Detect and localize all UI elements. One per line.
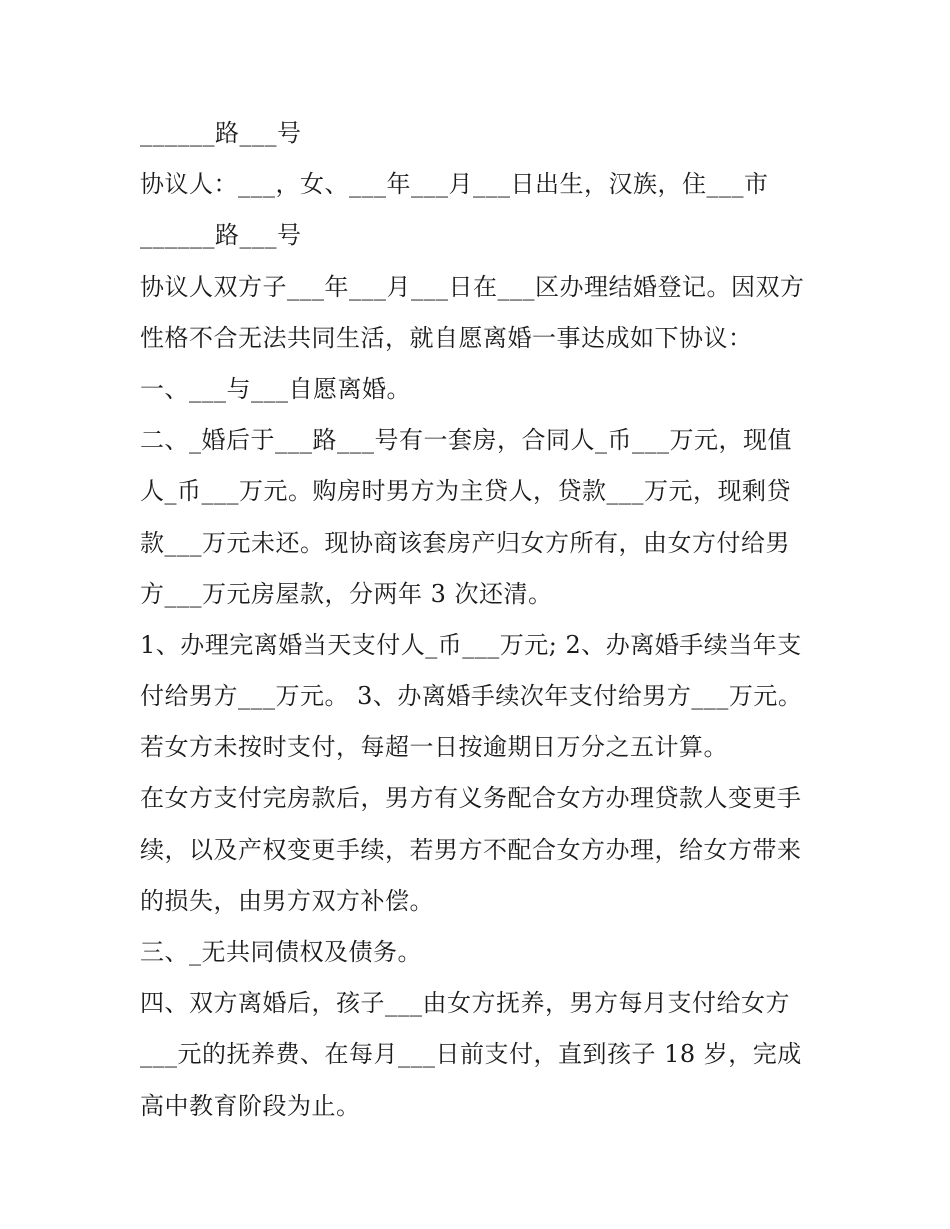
text-line: 的损失，由男方双方补偿。 xyxy=(140,886,434,915)
text-line: 款___万元未还。现协商该套房产归女方所有，由女方付给男 xyxy=(140,528,790,557)
text-line: 续，以及产权变更手续，若男方不配合女方办理，给女方带来 xyxy=(140,835,802,864)
text-line: 在女方支付完房款后，男方有义务配合女方办理贷款人变更手 xyxy=(140,784,802,813)
agreement-text xyxy=(140,108,820,1132)
text-line: 付给男方___万元。 3、办离婚手续次年支付给男方___万元。 xyxy=(140,682,803,711)
text-line: 协议人：___，女、___年___月___日出生，汉族，住___市 xyxy=(140,170,769,199)
text-line: ______路___号 xyxy=(140,119,302,147)
text-line: 二、_婚后于___路___号有一套房，合同人_币___万元，现值 xyxy=(140,426,792,455)
text-line: 三、_无共同债权及债务。 xyxy=(140,938,422,966)
text-line: 高中教育阶段为止。 xyxy=(140,1091,361,1120)
text-line: 性格不合无法共同生活，就自愿离婚一事达成如下协议： xyxy=(140,323,753,352)
text-line: 一、___与___自愿离婚。 xyxy=(140,374,411,403)
text-line: 四、双方离婚后，孩子___由女方抚养，男方每月支付给女方 xyxy=(140,989,790,1018)
text-line: ___元的抚养费、在每月___日前支付，直到孩子 18 岁，完成 xyxy=(140,1040,802,1069)
text-line: 方___万元房屋款，分两年 3 次还清。 xyxy=(140,579,553,608)
text-line: 若女方未按时支付，每超一日按逾期日万分之五计算。 xyxy=(140,733,728,762)
text-line: 协议人双方子___年___月___日在___区办理结婚登记。因双方 xyxy=(140,272,805,301)
text-line: ______路___号 xyxy=(140,221,302,250)
text-line: 1、办理完离婚当天支付人_币___万元; 2、办离婚手续当年支 xyxy=(140,630,802,659)
text-line: 人_币___万元。购房时男方为主贷人，贷款___万元，现剩贷 xyxy=(140,477,791,506)
